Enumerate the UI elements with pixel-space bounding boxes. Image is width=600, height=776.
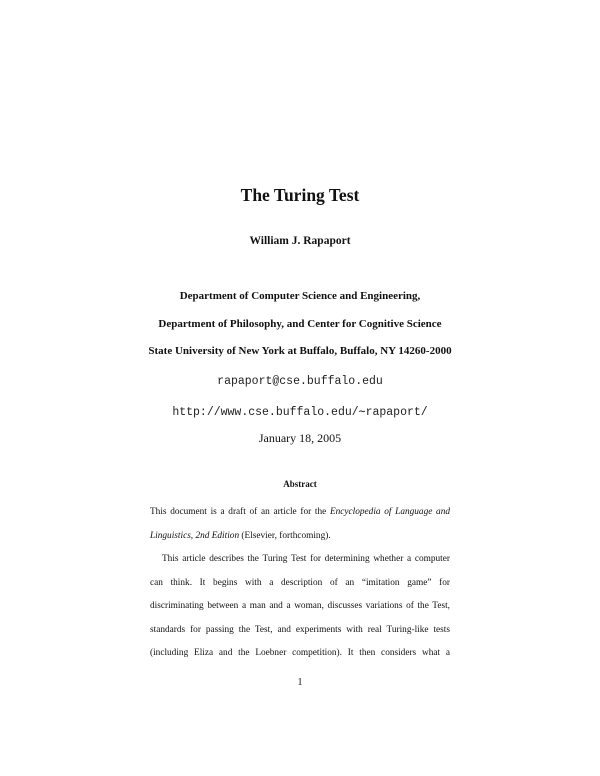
abstract-p1-line-2-italic: Linguistics, 2nd Edition [150, 530, 240, 541]
affiliation-line-1: Department of Computer Science and Engineering, [179, 290, 421, 302]
abstract-p1-line-1-italic: Encyclopedia of Language and [329, 507, 450, 517]
abstract-p2-line-2: can think. It begins with a description of an “imitation game” for [150, 577, 450, 588]
affiliation-line-3: State University of New York at Buffalo, Buffalo, NY 14260-2000 [148, 345, 452, 357]
abstract-heading: Abstract [283, 479, 317, 489]
abstract-paragraph-2 [150, 548, 450, 666]
paper-title: The Turing Test [240, 185, 360, 205]
affiliation-line-2: Department of Philosophy, and Center for Cognitive Science [158, 318, 442, 330]
author-email: rapaport@cse.buffalo.edu [217, 375, 383, 388]
author-url: http://www.cse.buffalo.edu/∼rapaport/ [172, 406, 428, 419]
abstract-p1-line-1-text: This document is a draft of an article for the [150, 507, 330, 517]
paper-date: January 18, 2005 [258, 431, 342, 445]
abstract-p1-line-2-text: (Elsevier, forthcoming). [239, 530, 331, 541]
page-number: 1 [297, 677, 303, 688]
abstract-p2-line-3: discriminating between a man and a woman, discusses variations of the Test, [150, 601, 450, 611]
abstract-paragraph-1 [150, 501, 450, 548]
abstract-p1-line-1 [150, 501, 450, 525]
author-name: William J. Rapaport [249, 235, 351, 247]
abstract-p2-line-4: standards for passing the Test, and experiments with real Turing-like tests [150, 624, 450, 635]
abstract-p2-line-5: (including Eliza and the Loebner competition). It then considers what a [150, 648, 450, 658]
abstract-p2-line-1: This article describes the Turing Test for determining whether a computer [162, 554, 450, 564]
abstract-p1-line-2 [150, 525, 450, 549]
